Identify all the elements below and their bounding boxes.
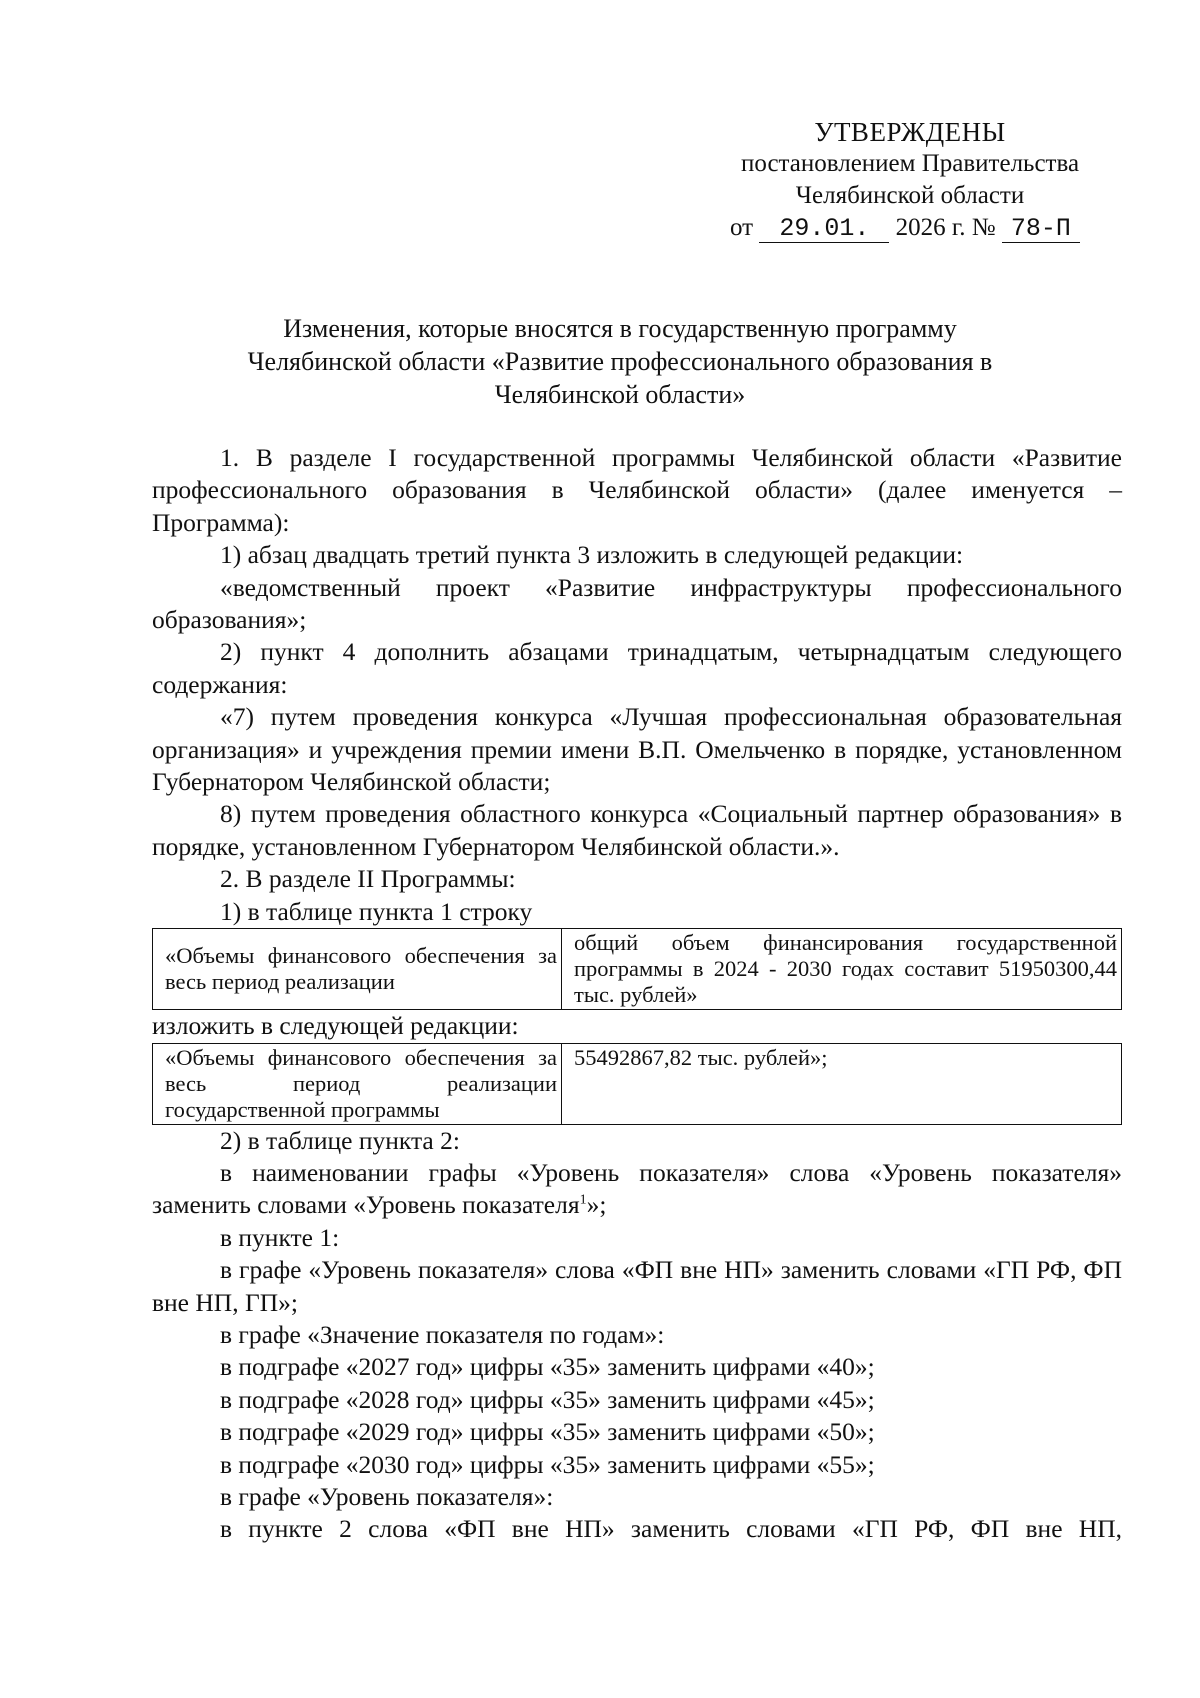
paragraph-11-text: в наименовании графы «Уровень показателя» слова «Уровень показателя» заменить словами «Уровень показателя [152,1157,1122,1220]
paragraph-1: 1. В разделе I государственной программы Челябинской области «Развитие профессионального образования в Челябинской области» (далее именуется – Программа): [152,443,1122,537]
title-line-3: Челябинской области» [494,380,746,409]
approval-date-line [700,212,1120,244]
table-row [153,1043,1122,1124]
approval-number: 78-П [1002,216,1080,243]
table-cell-right: общий объем финансирования государственной программы в 2024 - 2030 годах составит 51950300,44 тыс. рублей» [562,929,1122,1010]
paragraph-9: изложить в следующей редакции: [152,1011,519,1041]
approval-year: 2026 г. № [895,214,996,241]
title-line-2: Челябинской области «Развитие профессионального образования в [247,347,993,376]
approval-heading: УТВЕРЖДЕНЫ [814,117,1006,147]
title-line-1: Изменения, которые вносятся в государственную программу [283,314,957,343]
table-cell-left: «Объемы финансового обеспечения за весь период реализации государственной программы [153,1043,562,1124]
paragraph-3: «ведомственный проект «Развитие инфраструктуры профессионального образования»; [152,572,1122,635]
table-old-row [152,928,1122,1010]
paragraph-13: в графе «Уровень показателя» слова «ФП вне НП» заменить словами «ГП РФ, ФП вне НП, ГП»; [152,1255,1122,1317]
paragraph-15: в подграфе «2027 год» цифры «35» заменить цифрами «40»; [220,1352,875,1382]
paragraph-16: в подграфе «2028 год» цифры «35» заменить цифрами «45»; [220,1384,875,1414]
table-new-row [152,1043,1122,1125]
paragraph-17: в подграфе «2029 год» цифры «35» заменить цифрами «50»; [220,1417,875,1447]
approval-from: от [730,214,754,241]
paragraph-14: в графе «Значение показателя по годам»: [220,1319,665,1349]
paragraph-18: в подграфе «2030 год» цифры «35» заменить цифрами «55»; [220,1449,875,1479]
paragraph-11 [152,1157,1122,1222]
table-cell-left: «Объемы финансового обеспечения за весь период реализации [153,929,562,1010]
approval-line-2: Челябинской области [795,182,1025,209]
paragraph-11-end: »; [586,1190,607,1220]
paragraph-10: 2) в таблице пункта 2: [220,1125,460,1155]
document-title [150,312,1090,411]
paragraph-6: 8) путем проведения областного конкурса «Социальный партнер образования» в порядке, установленном Губернатором Челябинской области.». [152,799,1122,861]
paragraph-5: «7) путем проведения конкурса «Лучшая профессиональная образовательная организация» и учреждения премии имени В.П. Омельченко в порядке, установленном Губернатором Челябинской области; [152,702,1122,797]
paragraph-8: 1) в таблице пункта 1 строку [220,896,533,926]
paragraph-19: в графе «Уровень показателя»: [220,1481,554,1511]
footnote-mark: 1 [579,1192,587,1208]
table-cell-right: 55492867,82 тыс. рублей»; [562,1043,1122,1124]
document-body [152,442,1122,1546]
table-row [153,929,1122,1010]
paragraph-20: в пункте 2 слова «ФП вне НП» заменить словами «ГП РФ, ФП вне НП, [220,1514,1122,1544]
paragraph-7: 2. В разделе II Программы: [220,864,516,894]
paragraph-12: в пункте 1: [220,1222,340,1252]
approval-stamp [700,116,1120,244]
paragraph-4: 2) пункт 4 дополнить абзацами тринадцатым, четырнадцатым следующего содержания: [152,637,1122,699]
paragraph-2: 1) абзац двадцать третий пункта 3 изложить в следующей редакции: [220,540,964,570]
approval-date: 29.01. [759,216,889,243]
approval-line-1: постановлением Правительства [740,150,1080,177]
